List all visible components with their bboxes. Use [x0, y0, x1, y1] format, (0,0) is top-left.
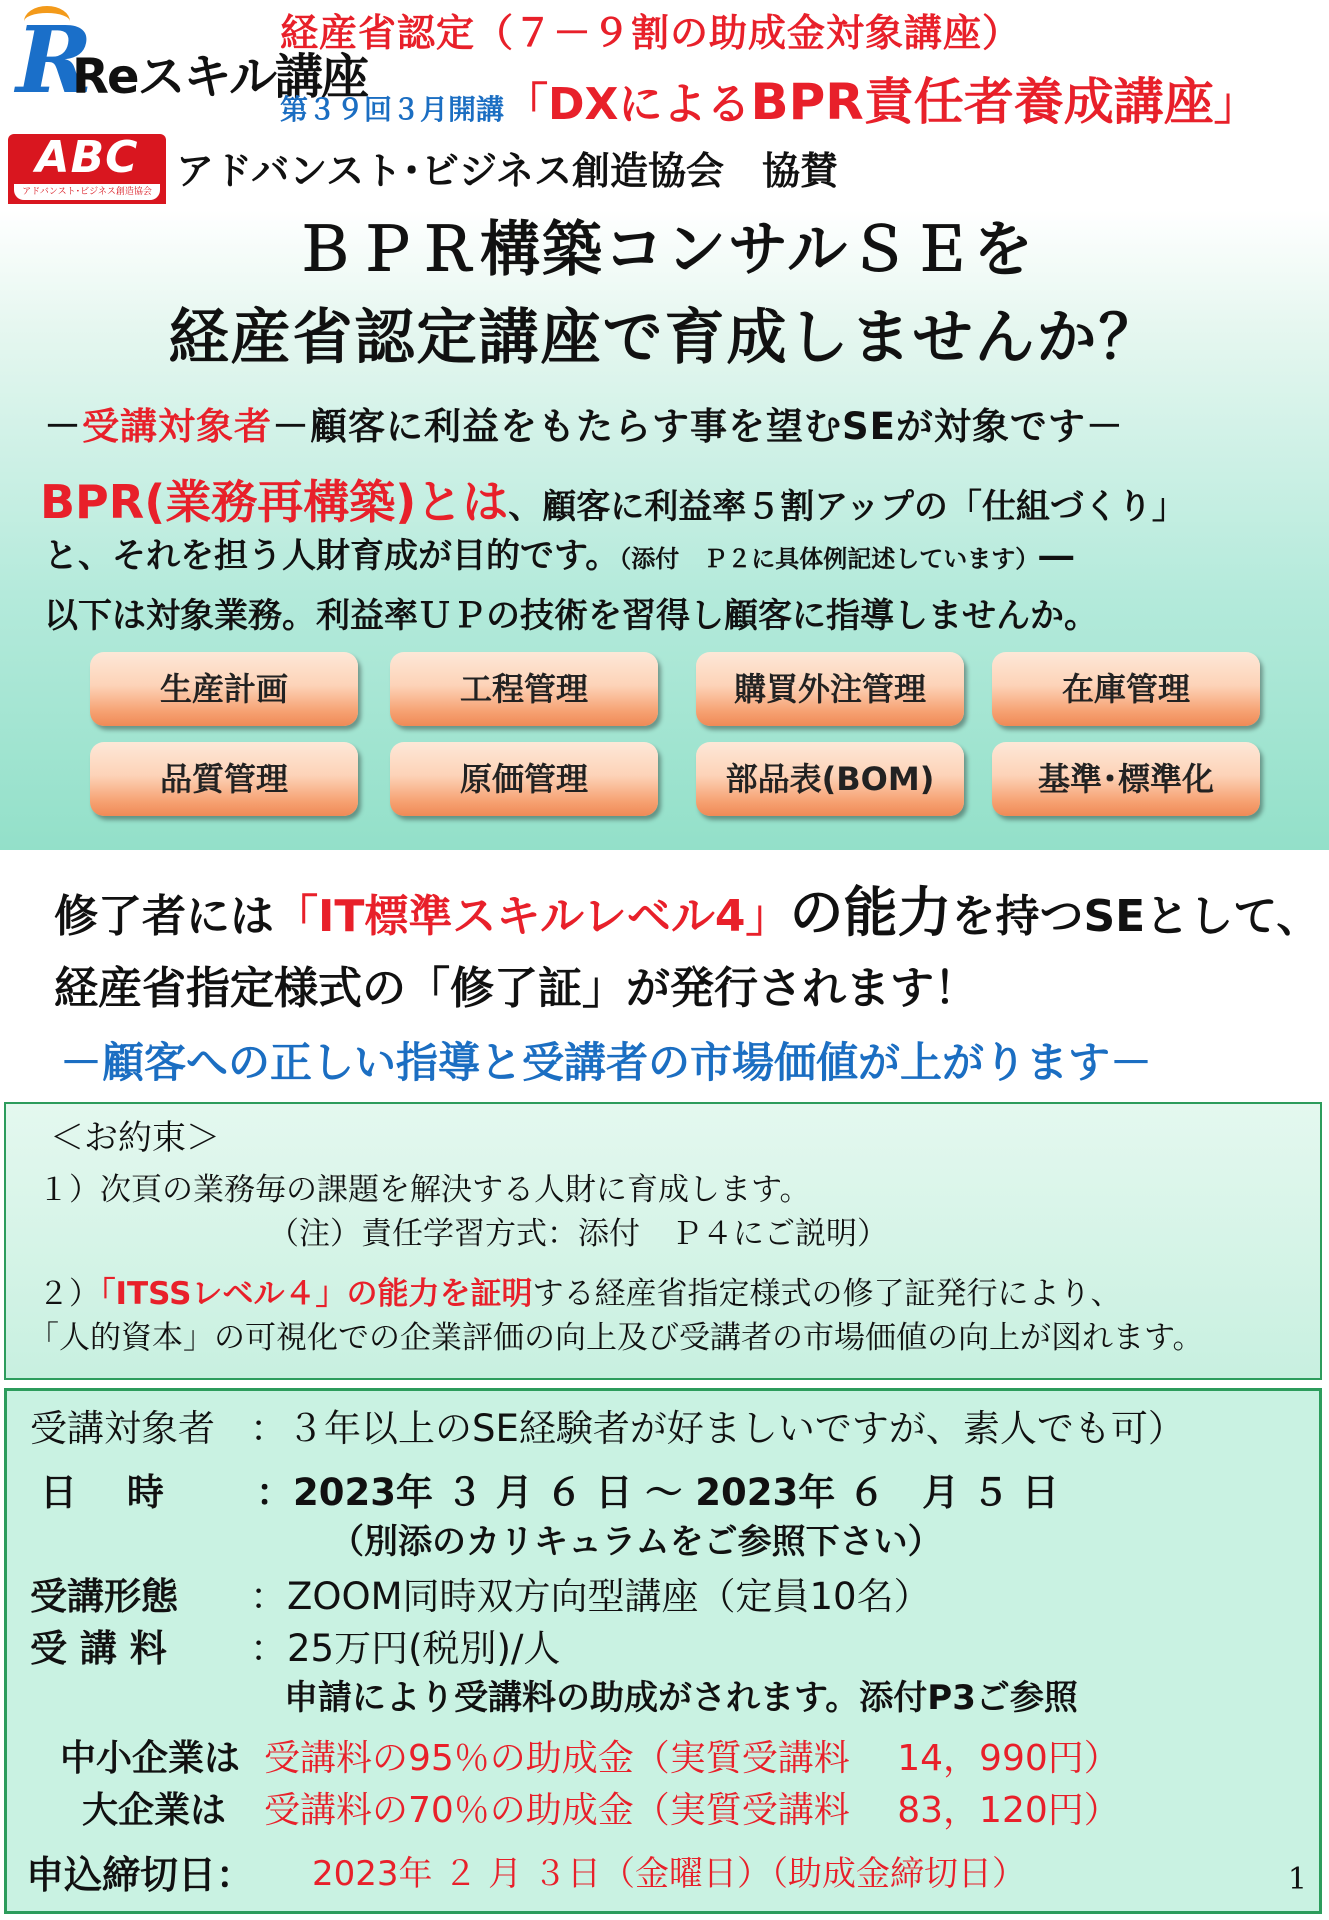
completion-l1-a: 修了者には	[54, 891, 274, 942]
abc-logo-text: ABC	[35, 132, 139, 183]
target-dash: －	[44, 405, 82, 448]
detail-sme-value: 受講料の95％の助成金（実質受講料 14，990円）	[264, 1738, 1120, 1779]
business-area-production-planning: 生産計画	[90, 652, 358, 726]
bpr-definition-line3: 以下は対象業務。利益率ＵＰの技術を習得し顧客に指導しませんか。	[44, 596, 1098, 636]
promise-item2-num: ２）	[38, 1276, 100, 1312]
bpr-definition-line2	[44, 528, 1073, 577]
promise-item1: １）次頁の業務毎の課題を解決する人財に育成します。	[38, 1172, 811, 1208]
target-label: 受講対象者	[82, 405, 272, 448]
completion-l1-b: の能力	[789, 881, 952, 944]
logo-name: Reスキル講座	[72, 49, 368, 105]
business-area-cost: 原価管理	[390, 742, 658, 816]
session-prefix: 第３９回３月開講	[280, 93, 505, 126]
business-area-standards: 基準･標準化	[992, 742, 1260, 816]
promise-item2-text: する経産省指定様式の修了証発行により、	[532, 1276, 1122, 1312]
promise-item2-text2: 「人的資本」の可視化での企業評価の向上及び受講者の市場価値の向上が図れます。	[28, 1320, 1204, 1356]
promise-heading: ＜お約束＞	[50, 1118, 220, 1158]
detail-sme-label: 中小企業は	[60, 1738, 241, 1779]
detail-format-value: ：ZOOM同時双方向型講座（定員10名）	[250, 1575, 931, 1618]
promise-item2	[38, 1268, 1121, 1313]
bpr-term: BPR(業務再構築)とは	[40, 475, 509, 529]
business-area-bom: 部品表(BOM)	[696, 742, 964, 816]
bpr-text2: と、それを担う人財育成が目的です。	[44, 536, 620, 576]
sponsor-line: アドバンスト･ビジネス創造協会 協賛	[176, 149, 838, 193]
completion-line3: －顧客への正しい指導と受講者の市場価値が上がります－	[60, 1038, 1153, 1087]
course-close: 」	[1213, 79, 1258, 130]
course-headline	[280, 62, 1258, 134]
detail-format-label: 受講形態	[30, 1575, 178, 1618]
detail-fee-note: 申請により受講料の助成がされます。添付P3ご参照	[284, 1678, 1078, 1718]
detail-fee-value: ：25万円(税別)/人	[250, 1627, 561, 1670]
completion-l1-c: を持つSEとして、	[951, 891, 1321, 942]
detail-deadline-label: 申込締切日：	[26, 1853, 255, 1897]
completion-skill-level: 「IT標準スキルレベル4」	[274, 891, 790, 942]
detail-date-label: 日 時	[40, 1471, 164, 1514]
business-area-process-management: 工程管理	[390, 652, 658, 726]
target-text: －顧客に利益をもたらす事を望むSEが対象です－	[272, 405, 1124, 448]
reskill-logo	[6, 4, 368, 114]
detail-fee-label: 受 講 料	[30, 1627, 167, 1670]
detail-deadline-value: 2023年 ２ 月 ３日（金曜日）（助成金締切日）	[312, 1854, 1026, 1894]
detail-large-label: 大企業は	[82, 1790, 227, 1831]
business-area-purchasing: 購買外注管理	[696, 652, 964, 726]
course-open: 「DXによる	[504, 79, 751, 130]
bpr-note: （添付 Ｐ２に具体例記述しています）	[619, 545, 1040, 573]
logo-r-mark-icon: R	[16, 6, 93, 114]
bpr-text1: 、顧客に利益率５割アップの「仕組づくり」	[508, 487, 1186, 527]
detail-target-value: ：３年以上のSE経験者が好ましいですが、素人でも可）	[250, 1407, 1185, 1450]
course-title: BPR責任者養成講座	[750, 73, 1214, 131]
bpr-dash: ―	[1039, 536, 1074, 576]
detail-date-value: ：2023年 ３ 月 ６ 日 ～ 2023年 ６ 月 ５ 日	[256, 1471, 1059, 1514]
bpr-definition-line1	[40, 466, 1186, 532]
completion-line1	[54, 870, 1320, 947]
hero-title	[0, 206, 1329, 382]
abc-logo-subtext: アドバンスト･ビジネス創造協会	[14, 184, 160, 200]
detail-large-value: 受講料の70％の助成金（実質受講料 83，120円）	[264, 1790, 1120, 1831]
business-area-quality: 品質管理	[90, 742, 358, 816]
completion-line2: 経産省指定様式の「修了証」が発行されます！	[54, 963, 978, 1014]
promise-item1-note: （注）責任学習方式：添付 Ｐ４にご説明）	[268, 1216, 888, 1252]
page-number: 1	[1287, 1862, 1307, 1897]
detail-date-note: （別添のカリキュラムをご参照下さい）	[330, 1522, 942, 1562]
certified-headline: 経産省認定（７－９割の助成金対象講座）	[280, 11, 1022, 55]
hero-title-line1: ＢＰＲ構築コンサルＳＥを	[294, 215, 1035, 285]
business-area-inventory: 在庫管理	[992, 652, 1260, 726]
promise-item2-highlight: 「ITSSレベル４」の能力を証明	[100, 1276, 533, 1312]
hero-title-line2: 経産省認定講座で育成しませんか？	[168, 303, 1161, 373]
target-audience-line	[44, 396, 1124, 450]
detail-target-label: 受講対象者	[30, 1407, 215, 1450]
abc-logo	[8, 134, 166, 204]
